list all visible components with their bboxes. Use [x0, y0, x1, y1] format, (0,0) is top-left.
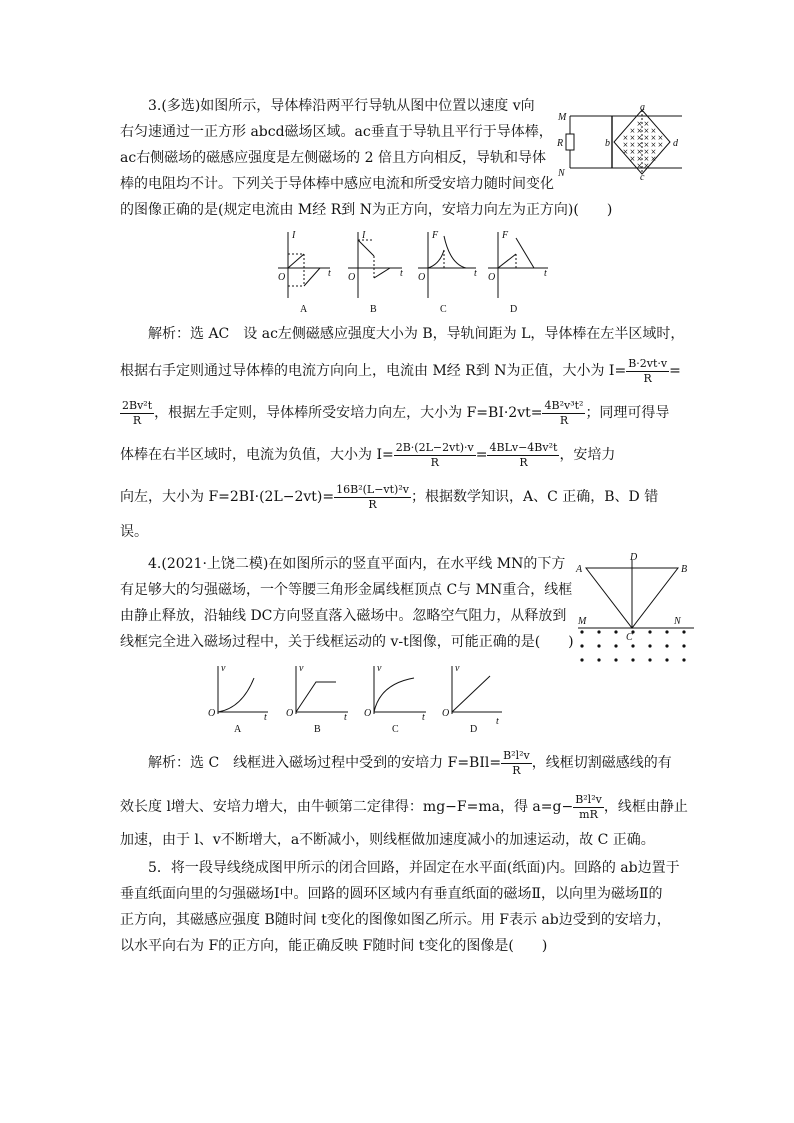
field-cross-mark: × [629, 127, 636, 135]
field-dot [580, 630, 583, 633]
field-cross-mark: × [636, 155, 643, 163]
q3-line-2: 右匀速通过一正方形 abcd磁场区域。ac垂直于导轨且平行于导体棒， [120, 124, 553, 140]
svg-text:C: C [392, 724, 399, 735]
a3-line-3: $\frac{\text{2Bv²t}}{R}$ ，根据左手定则，导体棒所受安培力向左，大小为 F=BI·2vt= $\frac{\text{4B²v³t²}}{R}$ ；同理可得导 [122, 398, 670, 427]
a3-line-4: 体棒在右半区域时，电流为负值，大小为 I= $\frac{2B\cdot(2L-2vt)\cdot v}{R}$ = $\frac{\text{4BLv−4Bv²t}}{R}$ ，安培力 [120, 440, 616, 469]
svg-text:O: O [442, 708, 450, 719]
field-cross-mark: × [643, 148, 650, 156]
field-cross-mark: × [643, 127, 650, 135]
field-dot [682, 658, 685, 661]
q4-line-2: 有足够大的匀强磁场，一个等腰三角形金属线框顶点 C与 MN重合，线框 [120, 582, 573, 598]
q3-option-b-graph [348, 230, 403, 315]
svg-text:A: A [576, 564, 583, 575]
q4-option-c-graph [364, 663, 426, 735]
q4-line-1: 4.(2021·上饶二模)在如图所示的竖直平面内，在水平线 MN的下方 [148, 556, 566, 572]
field-cross-mark: × [643, 141, 650, 149]
label-d: d [673, 138, 678, 149]
field-dot [614, 644, 617, 647]
field-cross-mark: × [643, 134, 650, 142]
field-cross-mark: × [636, 141, 643, 149]
field-cross-mark: × [650, 148, 657, 156]
field-cross-mark: × [622, 148, 629, 156]
svg-text:v: v [221, 663, 226, 674]
svg-text:B: B [681, 564, 688, 575]
a3-line-1: 解析：选 AC 设 ac左侧磁感应强度大小为 B，导轨间距为 L，导体棒在左半区域时， [148, 326, 685, 342]
label-M: M [558, 112, 567, 123]
field-cross-mark: × [657, 134, 664, 142]
svg-text:t: t [328, 268, 331, 279]
svg-text:O: O [348, 272, 356, 283]
svg-text:O: O [488, 272, 496, 283]
field-dot [665, 644, 668, 647]
field-cross-mark: × [629, 134, 636, 142]
field-cross-mark: × [643, 155, 650, 163]
svg-text:A: A [234, 724, 242, 735]
field-dot [665, 658, 668, 661]
field-cross-mark: × [643, 162, 650, 170]
svg-text:M: M [578, 616, 587, 627]
q5-line-4: 以水平向右为 F的正方向，能正确反映 F随时间 t变化的图像是( ) [120, 938, 548, 954]
q5-line-1: 5．将一段导线绕成图甲所示的闭合回路，并固定在水平面(纸面)内。回路的 ab边置于 [148, 860, 680, 876]
svg-text:A: A [300, 304, 308, 315]
svg-text:O: O [278, 272, 286, 283]
field-dot [580, 644, 583, 647]
label-N: N [558, 168, 565, 179]
field-cross-mark: × [636, 148, 643, 156]
field-cross-mark: × [650, 155, 657, 163]
field-dot [597, 630, 600, 633]
q3-options [268, 228, 558, 316]
field-cross-mark: × [650, 134, 657, 142]
svg-text:O: O [208, 708, 216, 719]
svg-text:F: F [432, 230, 439, 241]
field-dot [597, 644, 600, 647]
field-cross-mark: × [629, 155, 636, 163]
field-dot [597, 658, 600, 661]
svg-text:t: t [264, 712, 267, 723]
q3-line-1: 3.(多选)如图所示，导体棒沿两平行导轨从图中位置以速度 v向 [148, 98, 535, 114]
field-cross-mark: × [622, 134, 629, 142]
svg-text:t: t [474, 268, 477, 279]
svg-text:D: D [630, 552, 638, 563]
svg-text:D: D [470, 724, 478, 735]
svg-text:B: B [370, 304, 377, 315]
a4-line-2: 效长度 l增大、安培力增大，由牛顿第二定律得：mg−F=ma，得 a=g− $\frac{\text{B²l²v}}{mR}$ ，线框由静止 [120, 792, 688, 821]
svg-text:t: t [496, 716, 499, 727]
field-cross-mark: × [629, 148, 636, 156]
q4-field-dots [580, 630, 685, 661]
label-b: b [605, 138, 610, 149]
q3-line-5: 的图像正确的是(规定电流由 M经 R到 N为正方向，安培力向左为正方向)( ) [120, 202, 613, 218]
svg-text:t: t [344, 712, 347, 723]
q3-option-c-graph [418, 230, 477, 315]
label-a: a [640, 104, 645, 113]
q4-triangle-figure [574, 552, 698, 670]
q4-option-d-graph [442, 663, 502, 735]
q5-line-2: 垂直纸面向里的匀强磁场Ⅰ中。回路的圆环区域内有垂直纸面的磁场Ⅱ，以向里为磁场Ⅱ的 [120, 886, 663, 902]
svg-text:O: O [286, 708, 294, 719]
field-dot [665, 630, 668, 633]
q4-option-a-graph [208, 663, 268, 735]
field-cross-mark: × [636, 162, 643, 170]
field-dot [614, 658, 617, 661]
field-cross-mark: × [657, 141, 664, 149]
svg-text:O: O [418, 272, 426, 283]
q4-options [204, 662, 504, 738]
field-cross-mark: × [650, 127, 657, 135]
a4-line-1: 解析：选 C 线框进入磁场过程中受到的安培力 F=BIl= $\frac{\text{B²l²v}}{R}$ ，线框切割磁感线的有 [148, 748, 672, 777]
svg-text:v: v [299, 663, 304, 674]
svg-text:N: N [674, 616, 681, 627]
q3-line-3: ac右侧磁场的磁感应强度是左侧磁场的 2 倍且方向相反，导轨和导体 [120, 150, 546, 166]
field-cross-mark: × [636, 134, 643, 142]
field-dot [631, 658, 634, 661]
field-dot [614, 630, 617, 633]
label-c: c [640, 172, 645, 180]
field-cross-mark: × [643, 120, 650, 128]
field-cross-mark: × [650, 141, 657, 149]
field-dot [631, 644, 634, 647]
q4-line-3: 由静止释放，沿轴线 DC方向竖直落入磁场中。忽略空气阻力，从释放到 [120, 608, 567, 624]
field-cross-mark: × [629, 141, 636, 149]
svg-text:t: t [422, 712, 425, 723]
q3-option-a-graph [278, 230, 331, 315]
q5-line-3: 正方向，其磁感应强度 B随时间 t变化的图像如图乙所示。用 F表示 ab边受到的安培力， [120, 912, 671, 928]
q3-option-d-graph [488, 230, 548, 315]
svg-text:O: O [364, 708, 372, 719]
svg-text:t: t [400, 268, 403, 279]
a3-line-5: 向左，大小为 F=2BI·(2L−2vt)= $\frac{\text{16B²(L−vt)²v}}{R}$ ；根据数学知识，A、C 正确，B、D 错 [120, 482, 659, 511]
field-dot [682, 630, 685, 633]
q4-line-4: 线框完全进入磁场过程中，关于线框运动的 v-t图像，可能正确的是( ) [120, 634, 574, 650]
field-dot [648, 644, 651, 647]
svg-text:F: F [502, 230, 509, 241]
svg-text:I: I [292, 230, 296, 241]
field-dot [648, 658, 651, 661]
field-cross-mark: × [636, 120, 643, 128]
a4-line-3: 加速，由于 l、v不断增大，a不断减小，则线框做加速度减小的加速运动，故 C 正确。 [120, 832, 655, 848]
svg-text:C: C [626, 632, 633, 643]
svg-text:B: B [314, 724, 321, 735]
q4-option-b-graph [286, 663, 348, 735]
svg-text:D: D [510, 304, 518, 315]
field-dot [648, 630, 651, 633]
svg-text:I: I [362, 230, 366, 241]
svg-text:t: t [544, 268, 547, 279]
field-cross-mark: × [622, 141, 629, 149]
field-dot [682, 644, 685, 647]
a3-line-2: 根据右手定则通过导体棒的电流方向向上，电流由 M经 R到 N为正值，大小为 I= $\frac{B\cdot 2vt\cdot v}{R}$ = [120, 356, 681, 385]
svg-text:v: v [455, 663, 460, 674]
svg-text:C: C [440, 304, 447, 315]
q3-rail-figure [556, 104, 686, 180]
a3-line-6: 误。 [120, 524, 148, 540]
field-dot [580, 658, 583, 661]
label-R: R [557, 138, 564, 149]
field-cross-mark: × [636, 127, 643, 135]
q3-line-4: 棒的电阻均不计。下列关于导体棒中感应电流和所受安培力随时间变化 [120, 176, 554, 192]
svg-text:v: v [377, 663, 382, 674]
